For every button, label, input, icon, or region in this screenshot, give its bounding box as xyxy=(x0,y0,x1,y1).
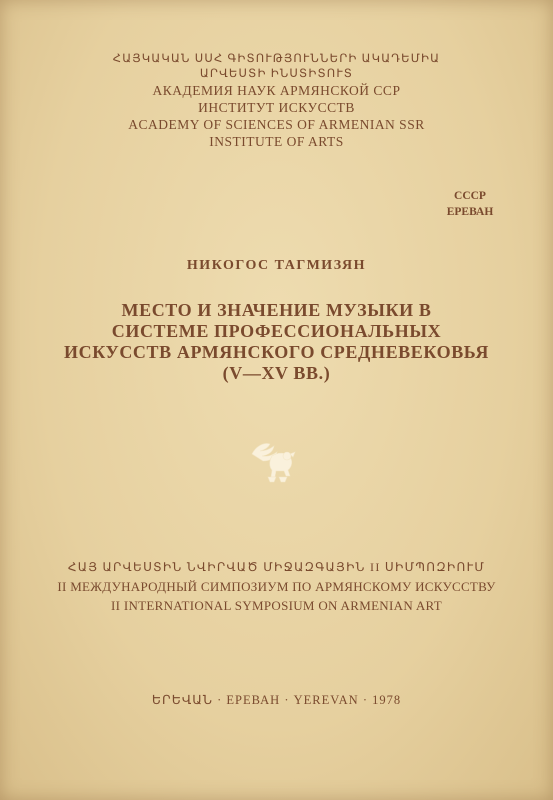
symposium-armenian: ՀԱՅ ԱՐՎԵՍՏԻՆ ՆՎԻՐՎԱԾ ՄԻՋԱԶԳԱՅԻՆ II ՍԻՄՊՈԶԻՈՒՄ xyxy=(67,560,486,574)
winged-lion-emblem-icon xyxy=(246,432,300,488)
title-line1: МЕСТО И ЗНАЧЕНИЕ МУЗЫКИ В xyxy=(121,300,432,320)
book-title xyxy=(0,300,553,384)
title-line4: (V—XV ВВ.) xyxy=(222,363,331,383)
title-line3: ИСКУССТВ АРМЯНСКОГО СРЕДНЕВЕКОВЬЯ xyxy=(64,342,489,362)
symposium-english: II INTERNATIONAL SYMPOSIUM ON ARMENIAN ART xyxy=(111,598,442,613)
title-line2: СИСТЕМЕ ПРОФЕССИОНАЛЬНЫХ xyxy=(111,321,442,341)
publisher-header xyxy=(0,52,553,150)
location-country: СССР xyxy=(454,190,486,202)
header-russian-line2: ИНСТИТУТ ИСКУССТВ xyxy=(198,100,355,115)
header-armenian-line1: ՀԱՅԿԱԿԱՆ ՍՍՀ ԳԻՏՈՒԹՅՈՒՆՆԵՐԻ ԱԿԱԴԵՄԻԱ xyxy=(112,53,441,65)
header-armenian-line2: ԱՐՎԵՍՏԻ ԻՆՍՏԻՏՈՒՏ xyxy=(199,68,354,80)
header-russian-line1: АКАДЕМИЯ НАУК АРМЯНСКОЙ ССР xyxy=(152,83,401,98)
author-name: НИКОГОС ТАГМИЗЯН xyxy=(186,258,367,273)
location-city: ЕРЕВАН xyxy=(446,206,494,218)
symposium-block xyxy=(0,558,553,615)
header-english-line2: INSTITUTE OF ARTS xyxy=(209,134,344,149)
imprint-footer: ԵՐԵՎԱՆ · ЕРЕВАН · YEREVAN · 1978 xyxy=(151,693,402,707)
symposium-russian: II МЕЖДУНАРОДНЫЙ СИМПОЗИУМ ПО АРМЯНСКОМУ ИСКУССТВУ xyxy=(57,579,496,594)
header-english-line1: ACADEMY OF SCIENCES OF ARMENIAN SSR xyxy=(128,117,425,132)
location-block xyxy=(444,188,496,220)
